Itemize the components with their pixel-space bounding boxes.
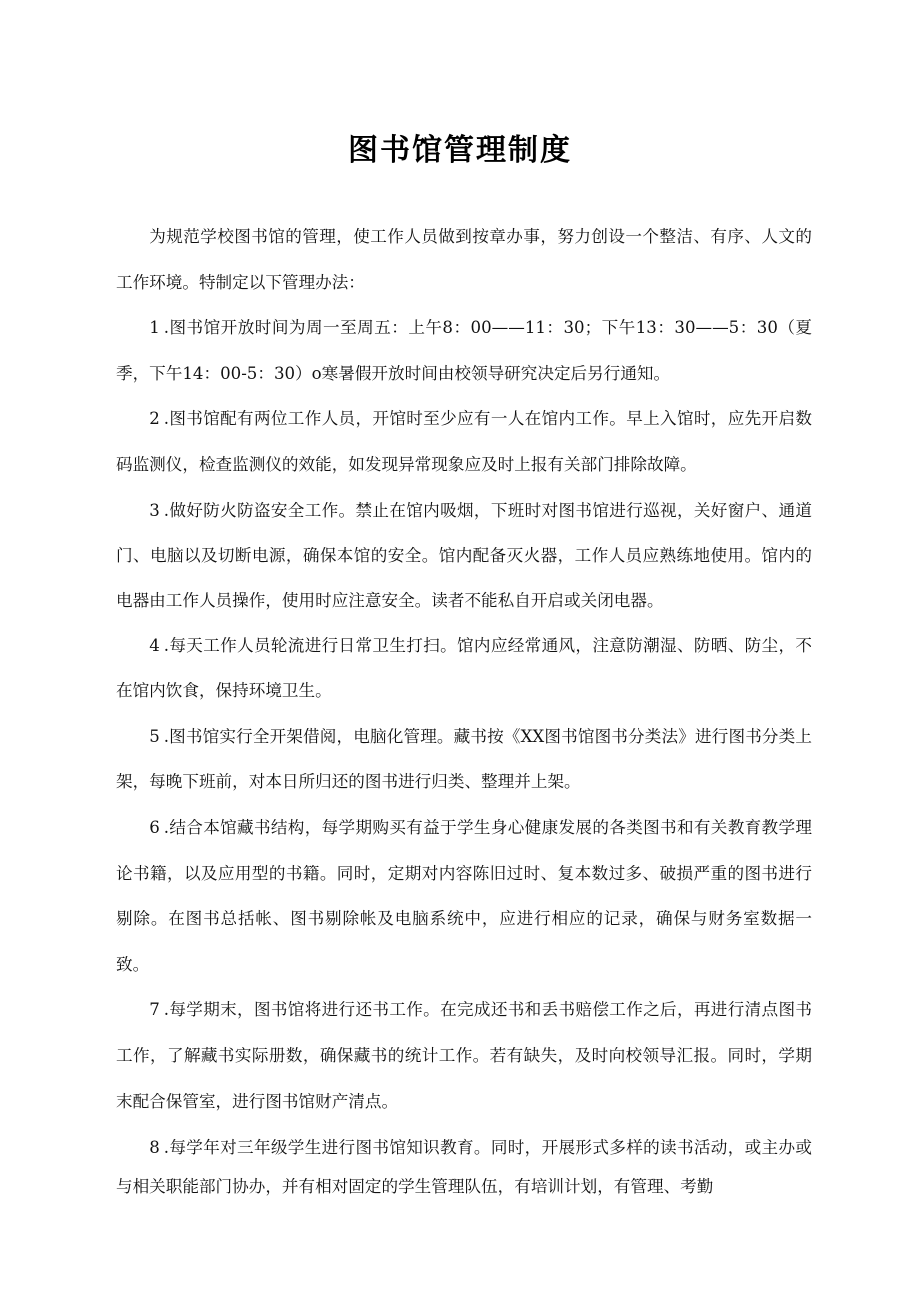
- rule-number: 5: [149, 726, 164, 746]
- intro-paragraph: 为规范学校图书馆的管理，使工作人员做到按章办事，努力创设一个整洁、有序、人文的工作环境。特制定以下管理办法：: [116, 227, 812, 292]
- rule-text: .每天工作人员轮流进行日常卫生打扫。馆内应经常通风，注意防潮湿、防晒、防尘，不在馆内饮食，保持环境卫生。: [116, 635, 812, 701]
- rule-number: 3: [149, 500, 164, 520]
- rule-item-4: [116, 623, 812, 714]
- document-body: [116, 214, 812, 1206]
- rule-item-6: [116, 805, 812, 987]
- rule-number: 1: [149, 318, 164, 338]
- rule-number: 8: [149, 1138, 164, 1158]
- document-title: 图书馆管理制度: [348, 133, 572, 168]
- rule-item-8: [116, 1128, 812, 1206]
- rule-item-2: [116, 396, 812, 487]
- rule-text: .做好防火防盗安全工作。禁止在馆内吸烟，下班时对图书馆进行巡视，关好窗户、通道门、电脑以及切断电源，确保本馆的安全。馆内配备灭火器，工作人员应熟练地使用。馆内的电器由工作人员操作，使用时应注意安全。读者不能私自开启或关闭电器。: [116, 500, 812, 610]
- rule-text: .图书馆配有两位工作人员，开馆时至少应有一人在馆内工作。早上入馆时，应先开启数码监测仪，检查监测仪的效能，如发现异常现象应及时上报有关部门排除故障。: [116, 409, 812, 474]
- rule-number: 7: [149, 1000, 164, 1020]
- rule-item-3: [116, 488, 812, 623]
- rule-text: .每学期末，图书馆将进行还书工作。在完成还书和丢书赔偿工作之后，再进行清点图书工作，了解藏书实际册数，确保藏书的统计工作。若有缺失，及时向校领导汇报。同时，学期末配合保管室，进行图书馆财产清点。: [116, 1000, 812, 1111]
- rule-text: .图书馆实行全开架借阅，电脑化管理。藏书按《XX图书馆图书分类法》进行图书分类上架，每晚下班前，对本日所归还的图书进行归类、整理并上架。: [116, 726, 812, 792]
- rule-text: .每学年对三年级学生进行图书馆知识教育。同时，开展形式多样的读书活动，或主办或与相关职能部门协办，并有相对固定的学生管理队伍，有培训计划，有管理、考勤: [116, 1138, 812, 1197]
- rule-number: 2: [149, 409, 164, 429]
- rule-item-7: [116, 987, 812, 1124]
- rule-item-5: [116, 714, 812, 805]
- rule-number: 6: [149, 817, 164, 837]
- rule-text: .图书馆开放时间为周一至周五：上午8：00——11：30；下午13：30——5：30（夏季，下午14：00-5：30）o寒暑假开放时间由校领导研究决定后另行通知。: [116, 318, 812, 383]
- rule-item-1: [116, 305, 812, 396]
- rule-number: 4: [149, 635, 164, 655]
- rule-text: .结合本馆藏书结构，每学期购买有益于学生身心健康发展的各类图书和有关教育教学理论书籍，以及应用型的书籍。同时，定期对内容陈旧过时、复本数过多、破损严重的图书进行剔除。在图书总括帐、图书剔除帐及电脑系统中，应进行相应的记录，确保与财务室数据一致。: [116, 817, 812, 974]
